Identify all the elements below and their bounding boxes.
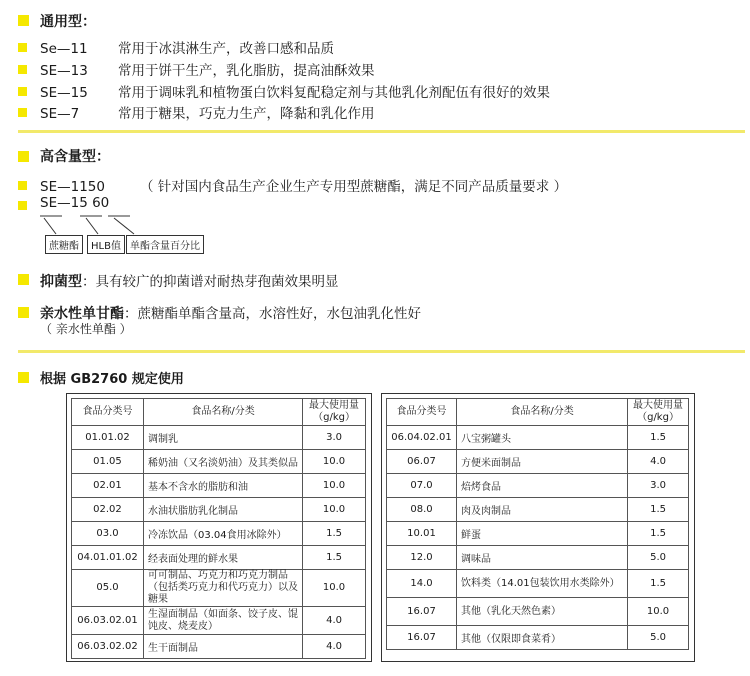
- table-row: [72, 635, 366, 659]
- high-title: 高含量型：: [40, 149, 110, 165]
- row-code: 01.01.02: [72, 426, 144, 450]
- table-header-row: [387, 399, 689, 426]
- left-table: [71, 398, 366, 659]
- divider-2: [18, 350, 745, 353]
- row-name: 鲜蛋: [456, 522, 627, 546]
- header-code: 食品分类号: [72, 399, 144, 426]
- header-code: 食品分类号: [387, 399, 457, 426]
- row-max: 1.5: [628, 426, 689, 450]
- row-max: 1.5: [303, 522, 366, 546]
- general-item-2: [40, 59, 375, 79]
- item-code: SE—7: [40, 106, 80, 122]
- row-name: 水油状脂肪乳化制品: [143, 498, 302, 522]
- general-item-1: [40, 37, 334, 57]
- table-row: [387, 598, 689, 626]
- row-max: 4.0: [628, 450, 689, 474]
- row-code: 10.01: [387, 522, 457, 546]
- bullet-general: [18, 15, 29, 26]
- bullet-item: [18, 87, 27, 96]
- row-name: 饮料类（14.01包装饮用水类除外）: [456, 570, 627, 598]
- table-row: [72, 450, 366, 474]
- table-row: [72, 570, 366, 607]
- row-max: 1.5: [628, 570, 689, 598]
- table-row: [387, 426, 689, 450]
- row-max: 3.0: [628, 474, 689, 498]
- row-max: 1.5: [628, 522, 689, 546]
- antibac-desc: ：具有较广的抑菌谱对耐热芽孢菌效果明显: [82, 274, 339, 290]
- table-header-row: [72, 399, 366, 426]
- row-name: 可可制品、巧克力和巧克力制品 （包括类巧克力和代巧克力）以及糖果: [143, 570, 302, 607]
- row-code: 06.03.02.01: [72, 607, 144, 635]
- header-max: 最大使用量 （g/kg）: [628, 399, 689, 426]
- table-row: [387, 626, 689, 650]
- table-row: [72, 607, 366, 635]
- bullet-item: [18, 65, 27, 74]
- row-name: 生干面制品: [143, 635, 302, 659]
- bullet-high: [18, 151, 29, 162]
- item-desc: 常用于糖果，巧克力生产，降黏和乳化作用: [118, 106, 375, 122]
- row-code: 06.07: [387, 450, 457, 474]
- gb-title: 根据 GB2760 规定使用: [40, 372, 184, 387]
- row-max: 1.5: [628, 498, 689, 522]
- bullet-hydro: [18, 307, 29, 318]
- row-name: 稀奶油（又名淡奶油）及其类似品: [143, 450, 302, 474]
- hydro-title: 亲水性单甘酯: [40, 306, 124, 322]
- row-name: 方便米面制品: [456, 450, 627, 474]
- table-row: [387, 450, 689, 474]
- bullet-item: [18, 181, 27, 190]
- high-code-2: SE—15 60: [40, 195, 110, 211]
- table-row: [387, 474, 689, 498]
- row-code: 06.03.02.02: [72, 635, 144, 659]
- header-name: 食品名称/分类: [456, 399, 627, 426]
- item-code: Se—11: [40, 41, 88, 57]
- bullet-item: [18, 43, 27, 52]
- row-code: 01.05: [72, 450, 144, 474]
- row-code: 03.0: [72, 522, 144, 546]
- row-name: 其他（乳化天然色素）: [456, 598, 627, 626]
- row-name: 调制乳: [143, 426, 302, 450]
- hydro-sub: （ 亲水性单酯 ）: [40, 322, 132, 336]
- row-max: 5.0: [628, 546, 689, 570]
- table-row: [72, 498, 366, 522]
- table-row: [387, 570, 689, 598]
- high-line-1: [40, 175, 567, 195]
- row-name: 基本不含水的脂肪和油: [143, 474, 302, 498]
- table-row: [72, 522, 366, 546]
- high-code-1: SE—1150: [40, 179, 105, 195]
- row-max: 10.0: [303, 450, 366, 474]
- divider-1: [18, 130, 745, 133]
- general-item-3: [40, 81, 550, 101]
- row-max: 10.0: [628, 598, 689, 626]
- row-name: 经表面处理的鲜水果: [143, 546, 302, 570]
- header-name: 食品名称/分类: [143, 399, 302, 426]
- row-name: 焙烤食品: [456, 474, 627, 498]
- row-max: 10.0: [303, 570, 366, 607]
- row-code: 07.0: [387, 474, 457, 498]
- table-row: [72, 426, 366, 450]
- row-name: 肉及肉制品: [456, 498, 627, 522]
- row-code: 16.07: [387, 626, 457, 650]
- row-name: 调味品: [456, 546, 627, 570]
- table-row: [72, 474, 366, 498]
- antibac-title: 抑菌型: [40, 274, 82, 290]
- bullet-gb: [18, 372, 29, 383]
- bullet-item: [18, 201, 27, 210]
- table-row: [387, 522, 689, 546]
- item-desc: 常用于冰淇淋生产，改善口感和品质: [118, 41, 334, 57]
- bullet-item: [18, 108, 27, 117]
- general-item-4: [40, 102, 375, 122]
- label-monoester-pct: 单酯含量百分比: [126, 235, 204, 254]
- row-code: 16.07: [387, 598, 457, 626]
- table-row: [387, 546, 689, 570]
- row-name: 生湿面制品（如面条、饺子皮、馄 饨皮、烧麦皮）: [143, 607, 302, 635]
- table-row: [72, 546, 366, 570]
- row-max: 3.0: [303, 426, 366, 450]
- antibac-line: [40, 270, 339, 291]
- row-code: 02.01: [72, 474, 144, 498]
- row-code: 14.0: [387, 570, 457, 598]
- row-code: 06.04.02.01: [387, 426, 457, 450]
- general-title: 通用型：: [40, 14, 96, 30]
- row-code: 05.0: [72, 570, 144, 607]
- header-max: 最大使用量 （g/kg）: [303, 399, 366, 426]
- item-desc: 常用于饼干生产，乳化脂肪，提高油酥效果: [118, 63, 375, 79]
- row-max: 4.0: [303, 607, 366, 635]
- item-desc: 常用于调味乳和植物蛋白饮料复配稳定剂与其他乳化剂配伍有很好的效果: [118, 85, 550, 101]
- right-table: [386, 398, 689, 650]
- item-code: SE—15: [40, 85, 88, 101]
- row-name: 冷冻饮品（03.04食用冰除外）: [143, 522, 302, 546]
- bullet-antibac: [18, 274, 29, 285]
- hydro-desc: ：蔗糖酯单酯含量高，水溶性好，水包油乳化性好: [124, 306, 421, 322]
- row-max: 4.0: [303, 635, 366, 659]
- row-max: 10.0: [303, 474, 366, 498]
- row-max: 1.5: [303, 546, 366, 570]
- row-code: 08.0: [387, 498, 457, 522]
- label-sucrose-ester: 蔗糖酯: [45, 235, 83, 254]
- high-desc-1: （ 针对国内食品生产企业生产专用型蔗糖酯，满足不同产品质量要求 ）: [140, 179, 568, 195]
- row-code: 02.02: [72, 498, 144, 522]
- row-max: 5.0: [628, 626, 689, 650]
- item-code: SE—13: [40, 63, 88, 79]
- row-code: 12.0: [387, 546, 457, 570]
- row-name: 其他（仅限即食菜肴）: [456, 626, 627, 650]
- label-hlb: HLB值: [87, 235, 125, 254]
- row-max: 10.0: [303, 498, 366, 522]
- row-code: 04.01.01.02: [72, 546, 144, 570]
- table-row: [387, 498, 689, 522]
- row-name: 八宝粥罐头: [456, 426, 627, 450]
